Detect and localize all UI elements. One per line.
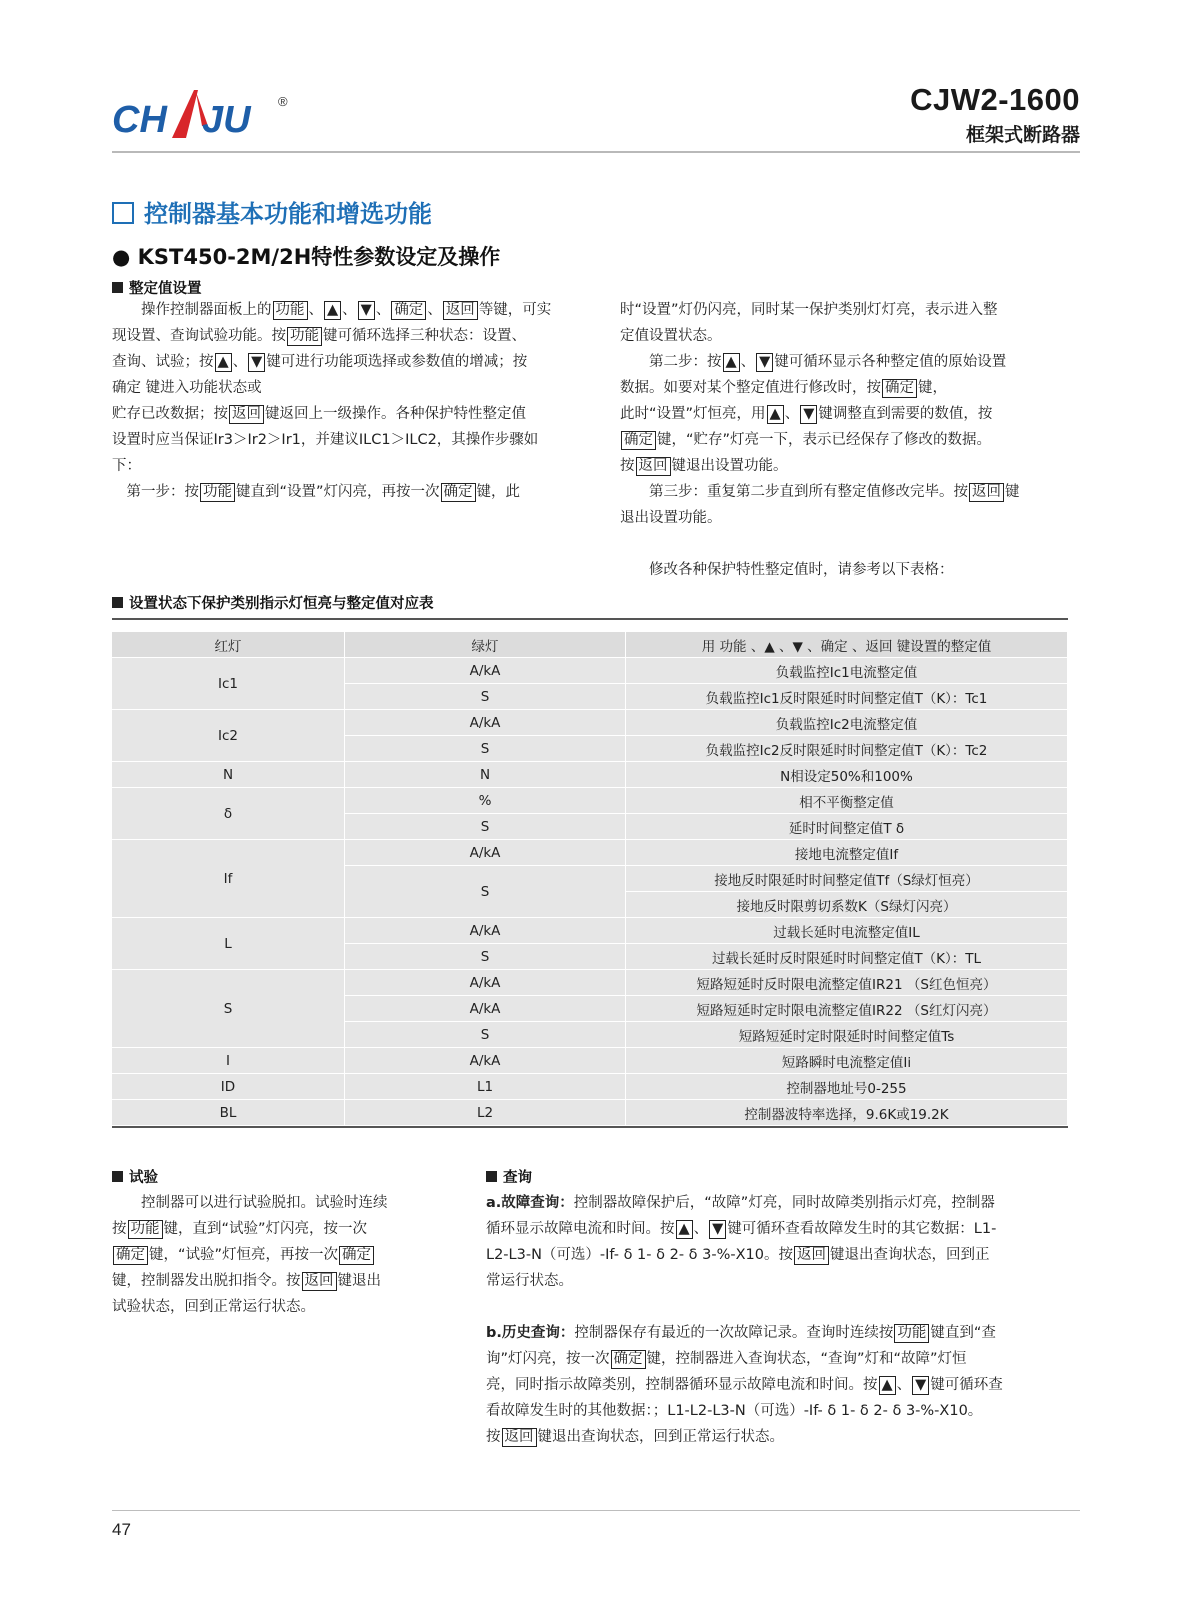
setting-value-cell: 控制器地址号0-255 — [626, 1074, 1068, 1100]
green-light-cell: S — [345, 866, 626, 918]
square-bullet-icon — [486, 1171, 497, 1182]
key-label: ▲ — [215, 353, 232, 372]
text-line — [486, 1398, 1066, 1424]
red-light-cell: ID — [112, 1074, 345, 1100]
text-run: 等键，可实 — [478, 302, 552, 318]
text-run: 此时“设置”灯恒亮，用 — [620, 406, 766, 422]
setting-value-cell: 负载监控Ic2电流整定值 — [626, 710, 1068, 736]
text-line — [112, 1242, 432, 1268]
text-line — [620, 323, 1060, 349]
text-run: 控制器故障保护后，“故障”灯亮，同时故障类别指示灯亮，控制器 — [573, 1195, 995, 1211]
setting-value-cell: 短路短延时反时限电流整定值IR21 （S红色恒亮） — [626, 970, 1068, 996]
text-run: 键，“试验”灯恒亮，再按一次 — [149, 1247, 339, 1263]
setting-value-cell: 过载长延时反时限延时时间整定值T（K）：TL — [626, 944, 1068, 970]
svg-text:®: ® — [278, 94, 288, 109]
setting-value-cell: 负载监控Ic1反时限延时时间整定值T（K）：Tc1 — [626, 684, 1068, 710]
text-run: 键，直到“试验”灯闪亮，按一次 — [163, 1221, 368, 1237]
svg-text:JU: JU — [202, 99, 251, 141]
text-run: 键， — [918, 380, 947, 396]
text-line — [486, 1294, 1066, 1320]
key-label: 功能 — [200, 483, 235, 502]
green-light-cell: A/kA — [345, 840, 626, 866]
text-run: 键返回上一级操作。各种保护特性整定值 — [265, 406, 526, 422]
key-label: ▲ — [324, 301, 341, 320]
text-run: 键退出查询状态，回到正常运行状态。 — [537, 1429, 784, 1445]
table-row — [112, 1048, 1068, 1074]
text-run: 确定 键进入功能状态或 — [112, 380, 262, 396]
setting-value-cell: 接地电流整定值If — [626, 840, 1068, 866]
key-label: 功能 — [273, 301, 308, 320]
key-label: 功能 — [287, 327, 322, 346]
setting-value-cell: 短路瞬时电流整定值Ii — [626, 1048, 1068, 1074]
green-light-cell: L2 — [345, 1100, 626, 1126]
text-run: 、 — [740, 354, 756, 370]
query-body — [486, 1190, 1066, 1450]
table-row — [112, 658, 1068, 684]
text-run: 键退出设置功能。 — [671, 458, 788, 474]
svg-text:CH: CH — [112, 99, 167, 141]
key-label: ▼ — [756, 353, 773, 372]
text-run: 键可循环显示各种整定值的原始设置 — [774, 354, 1007, 370]
subtitle: ● KST450-2M/2H特性参数设定及操作 — [112, 245, 501, 269]
table-header-cell: 用 功能 、▲ 、▼ 、确定 、返回 键设置的整定值 — [626, 632, 1068, 658]
setting-value-cell: 负载监控Ic1电流整定值 — [626, 658, 1068, 684]
text-run: 设置时应当保证Ir3＞Ir2＞Ir1，并建议ILC1＞ILC2，其操作步骤如 — [112, 432, 539, 448]
key-label: 功能 — [128, 1220, 163, 1239]
green-light-cell: S — [345, 684, 626, 710]
text-line — [620, 375, 1060, 401]
text-line — [620, 557, 1060, 583]
green-light-cell: A/kA — [345, 970, 626, 996]
key-label: 确定 — [113, 1246, 148, 1265]
green-light-cell: A/kA — [345, 1048, 626, 1074]
text-run: 时“设置”灯仍闪亮，同时某一保护类别灯灯亮，表示进入整 — [620, 302, 998, 318]
green-light-cell: N — [345, 762, 626, 788]
text-run: L2-L3-N（可选）-If- δ 1- δ 2- δ 3-%-X10。按 — [486, 1247, 794, 1263]
text-run: 、 — [784, 406, 800, 422]
text-line — [620, 531, 1060, 557]
key-label: ▼ — [912, 1376, 929, 1395]
table-row — [112, 970, 1068, 996]
text-line — [112, 1216, 432, 1242]
test-body — [112, 1190, 432, 1320]
test-heading: 试验 — [112, 1166, 158, 1187]
key-label: 确定 — [391, 301, 426, 320]
text-run: 、 — [693, 1221, 709, 1237]
setting-value-cell: 控制器波特率选择，9.6K或19.2K — [626, 1100, 1068, 1126]
page-number: 47 — [112, 1520, 131, 1539]
text-line — [112, 479, 572, 505]
text-run: 询”灯闪亮，按一次 — [486, 1351, 610, 1367]
text-run: 键直到“设置”灯闪亮，再按一次 — [236, 484, 440, 500]
text-run: 、 — [342, 302, 357, 318]
text-line — [112, 453, 572, 479]
text-run: 、 — [308, 302, 323, 318]
text-run: 键直到“查 — [930, 1325, 996, 1341]
square-bullet-icon — [112, 282, 123, 293]
text-run: 键，此 — [476, 484, 521, 500]
text-run: 数据。如要对某个整定值进行修改时，按 — [620, 380, 881, 396]
green-light-cell: % — [345, 788, 626, 814]
red-light-cell: L — [112, 918, 345, 970]
red-light-cell: Ic1 — [112, 658, 345, 710]
text-line — [112, 375, 572, 401]
table-header-row — [112, 632, 1068, 658]
setting-value-cell: 负载监控Ic2反时限延时时间整定值T（K）：Tc2 — [626, 736, 1068, 762]
text-run: 、 — [896, 1377, 912, 1393]
text-run: 键可循环查 — [930, 1377, 1003, 1393]
text-run: 现设置、查询试验功能。按 — [112, 328, 286, 344]
text-run: 控制器可以进行试验脱扣。试验时连续 — [112, 1195, 388, 1211]
text-line — [620, 297, 1060, 323]
key-label: ▼ — [709, 1220, 726, 1239]
green-light-cell: A/kA — [345, 918, 626, 944]
text-run: 键退出 — [337, 1273, 381, 1289]
header-divider — [112, 151, 1080, 153]
key-label: 确定 — [441, 483, 476, 502]
key-label: ▲ — [767, 405, 784, 424]
text-line — [486, 1190, 1066, 1216]
text-line — [620, 505, 1060, 531]
green-light-cell: S — [345, 1022, 626, 1048]
text-run: 键，“贮存”灯亮一下，表示已经保存了修改的数据。 — [657, 432, 992, 448]
text-line — [486, 1424, 1066, 1450]
red-light-cell: I — [112, 1048, 345, 1074]
key-label: ▼ — [248, 353, 265, 372]
text-line — [620, 401, 1060, 427]
text-run: 、 — [427, 302, 442, 318]
table-header-cell: 绿灯 — [345, 632, 626, 658]
key-label: 返回 — [969, 483, 1004, 502]
setting-left-column — [112, 297, 572, 505]
key-label: 确定 — [882, 379, 917, 398]
product-name: 框架式断路器 — [965, 124, 1080, 146]
bold-lead: a.故障查询： — [486, 1195, 574, 1211]
text-line — [112, 1294, 432, 1320]
green-light-cell: A/kA — [345, 658, 626, 684]
text-line — [620, 479, 1060, 505]
table-row — [112, 788, 1068, 814]
square-bullet-icon — [112, 597, 123, 608]
text-line — [112, 401, 572, 427]
bullet-icon: ● — [112, 245, 138, 269]
text-line — [112, 323, 572, 349]
text-run: 键可循环选择三种状态：设置、 — [323, 328, 526, 344]
text-run: 操作控制器面板上的 — [112, 302, 272, 318]
text-run: 键，控制器发出脱扣指令。按 — [112, 1273, 301, 1289]
key-label: ▲ — [676, 1220, 693, 1239]
text-run: 贮存已改数据；按 — [112, 406, 228, 422]
text-run: 键，控制器进入查询状态，“查询”灯和“故障”灯恒 — [646, 1351, 967, 1367]
setting-value-cell: 接地反时限延时时间整定值Tf（S绿灯恒亮） — [626, 866, 1068, 892]
text-line — [620, 453, 1060, 479]
setting-value-cell: 短路短延时定时限电流整定值IR22 （S红灯闪亮） — [626, 996, 1068, 1022]
text-run: 键可进行功能项选择或参数值的增减；按 — [266, 354, 528, 370]
text-run: 第三步：重复第二步直到所有整定值修改完毕。按 — [620, 484, 968, 500]
setting-value-cell: 延时时间整定值T δ — [626, 814, 1068, 840]
green-light-cell: L1 — [345, 1074, 626, 1100]
table-header-cell: 红灯 — [112, 632, 345, 658]
text-run: 、 — [375, 302, 391, 318]
text-run: 键 — [1005, 484, 1020, 500]
setting-right-column — [620, 297, 1060, 583]
text-line — [486, 1372, 1066, 1398]
key-label: 功能 — [894, 1324, 929, 1343]
text-run: 亮，同时指示故障类别，控制器循环显示故障电流和时间。按 — [486, 1377, 878, 1393]
text-run: 键调整直到需要的数值，按 — [818, 406, 993, 422]
red-light-cell: Ic2 — [112, 710, 345, 762]
text-run: 控制器保存有最近的一次故障记录。查询时连续按 — [574, 1325, 894, 1341]
key-label: ▲ — [723, 353, 740, 372]
text-line — [112, 349, 572, 375]
setting-value-cell: N相设定50%和100% — [626, 762, 1068, 788]
text-line — [486, 1216, 1066, 1242]
key-label: 返回 — [502, 1428, 537, 1447]
text-line — [620, 427, 1060, 453]
setting-heading: 整定值设置 — [112, 277, 202, 298]
table-row — [112, 762, 1068, 788]
text-run: 循环显示故障电流和时间。按 — [486, 1221, 675, 1237]
text-line — [112, 1268, 432, 1294]
text-run: 第二步：按 — [620, 354, 722, 370]
text-run: 查询、试验；按 — [112, 354, 214, 370]
text-run: 修改各种保护特性整定值时，请参考以下表格： — [620, 562, 954, 578]
setting-value-cell: 短路短延时定时限延时时间整定值Ts — [626, 1022, 1068, 1048]
setting-value-cell: 过载长延时电流整定值IL — [626, 918, 1068, 944]
table-top-rule — [112, 618, 1068, 620]
setting-value-cell: 相不平衡整定值 — [626, 788, 1068, 814]
text-line — [112, 1190, 432, 1216]
chaju-logo — [112, 86, 312, 152]
bold-lead: b.历史查询： — [486, 1325, 575, 1341]
red-light-cell: N — [112, 762, 345, 788]
red-light-cell: BL — [112, 1100, 345, 1126]
text-run: 、 — [232, 354, 248, 370]
red-light-cell: S — [112, 970, 345, 1048]
key-label: 返回 — [794, 1246, 829, 1265]
text-run: 下： — [112, 458, 141, 474]
key-label: 确定 — [621, 431, 656, 450]
text-line — [620, 349, 1060, 375]
key-label: 返回 — [636, 457, 671, 476]
key-label: ▼ — [358, 301, 375, 320]
red-light-cell: If — [112, 840, 345, 918]
key-label: 确定 — [339, 1246, 374, 1265]
text-run: 按 — [112, 1221, 127, 1237]
text-line — [486, 1268, 1066, 1294]
key-label: ▼ — [800, 405, 817, 424]
key-label: 确定 — [611, 1350, 646, 1369]
text-run: 按 — [620, 458, 635, 474]
table-heading: 设置状态下保护类别指示灯恒亮与整定值对应表 — [112, 592, 434, 613]
green-light-cell: S — [345, 736, 626, 762]
text-line — [486, 1320, 1066, 1346]
text-line — [486, 1346, 1066, 1372]
key-label: ▲ — [879, 1376, 896, 1395]
checkbox-square-icon — [112, 202, 134, 224]
model-number: CJW2-1600 — [910, 82, 1080, 117]
key-label: 返回 — [302, 1272, 337, 1291]
text-run: 看故障发生时的其他数据：；L1-L2-L3-N（可选）-If- δ 1- δ 2- δ 3-%-X10。 — [486, 1403, 983, 1419]
text-run: 试验状态，回到正常运行状态。 — [112, 1299, 315, 1315]
text-run: 定值设置状态。 — [620, 328, 722, 344]
text-run: 键可循环查看故障发生时的其它数据：L1- — [727, 1221, 997, 1237]
query-heading: 查询 — [486, 1166, 532, 1187]
key-label: 返回 — [443, 301, 478, 320]
red-light-cell: δ — [112, 788, 345, 840]
table-row — [112, 1100, 1068, 1126]
text-run: 第一步：按 — [112, 484, 199, 500]
section-title: 控制器基本功能和增选功能 — [112, 194, 432, 229]
table-bottom-rule — [112, 1126, 1068, 1128]
green-light-cell: A/kA — [345, 710, 626, 736]
setting-value-cell: 接地反时限剪切系数K（S绿灯闪亮） — [626, 892, 1068, 918]
key-label: 返回 — [229, 405, 264, 424]
table-row — [112, 840, 1068, 866]
text-run: 常运行状态。 — [486, 1273, 573, 1289]
table-row — [112, 1074, 1068, 1100]
table-row — [112, 710, 1068, 736]
text-run: 按 — [486, 1429, 501, 1445]
green-light-cell: S — [345, 944, 626, 970]
square-bullet-icon — [112, 1171, 123, 1182]
product-header — [910, 82, 1080, 147]
green-light-cell: S — [345, 814, 626, 840]
text-line — [112, 427, 572, 453]
text-line — [486, 1242, 1066, 1268]
text-run: 退出设置功能。 — [620, 510, 722, 526]
table-row — [112, 918, 1068, 944]
text-run: 键退出查询状态，回到正 — [830, 1247, 990, 1263]
settings-table — [112, 632, 1068, 1126]
text-line — [112, 297, 572, 323]
green-light-cell: A/kA — [345, 996, 626, 1022]
footer-divider — [112, 1510, 1080, 1511]
